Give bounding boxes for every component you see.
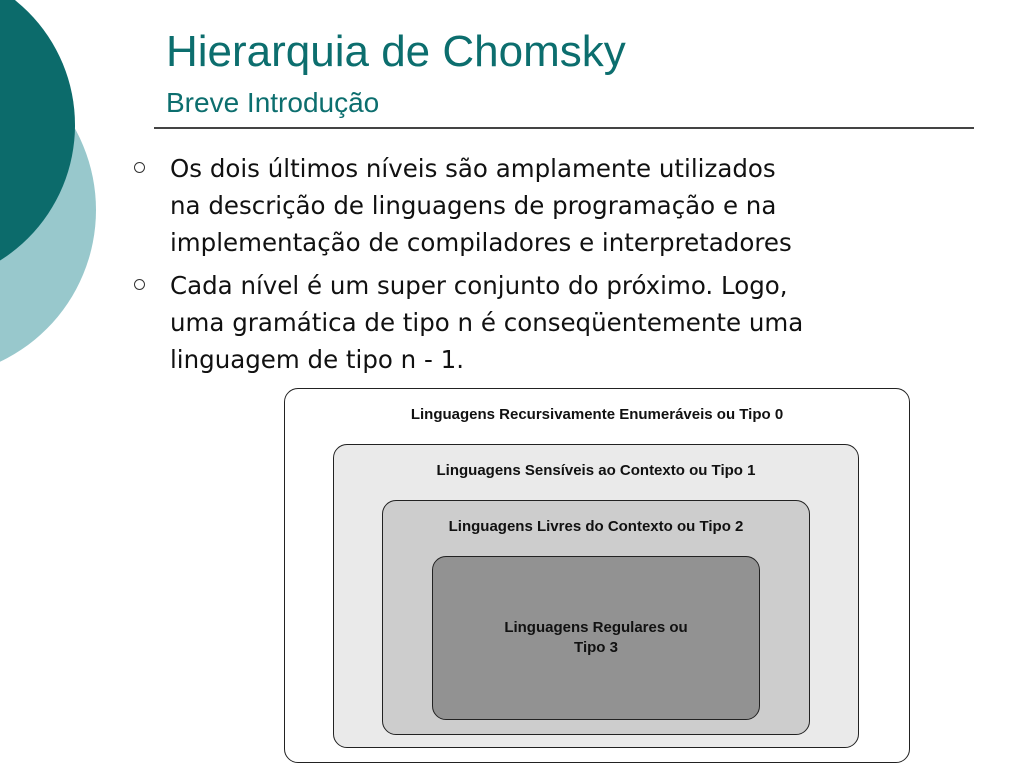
level-label-type-2 [383,517,809,537]
bullet-list [130,150,990,384]
bullet-text-line: na descrição de linguagens de programação e na [170,191,777,220]
level-label-type-0 [285,405,909,425]
bullet-text-line: uma gramática de tipo n é conseqüentemente uma [170,308,804,337]
bullet-item [130,267,990,378]
slide-title: Hierarquia de Chomsky [166,27,626,76]
slide-subtitle: Breve Introdução [166,87,380,118]
bullet-circle-icon [134,162,145,173]
level-label-line: Linguagens Regulares ou [504,619,688,636]
level-label-line: Linguagens Recursivamente Enumeráveis ou Tipo 0 [410,406,784,423]
bullet-circle-icon [134,279,145,290]
level-label-line: Linguagens Livres do Contexto ou Tipo 2 [448,518,744,535]
level-label-type-1 [334,461,858,481]
level-box-type-3 [432,556,760,720]
bullet-item [130,150,990,261]
bullet-text-line: implementação de compiladores e interpretadores [170,228,792,257]
bullet-text-line: Cada nível é um super conjunto do próximo. Logo, [170,271,788,300]
level-label-line: Linguagens Sensíveis ao Contexto ou Tipo 1 [436,462,756,479]
level-label-line: Tipo 3 [574,639,618,656]
bullet-text-line: Os dois últimos níveis são amplamente utilizados [170,154,776,183]
title-divider [154,127,974,129]
level-label-type-3 [433,618,759,658]
bullet-text-line: linguagem de tipo n - 1. [170,345,464,374]
